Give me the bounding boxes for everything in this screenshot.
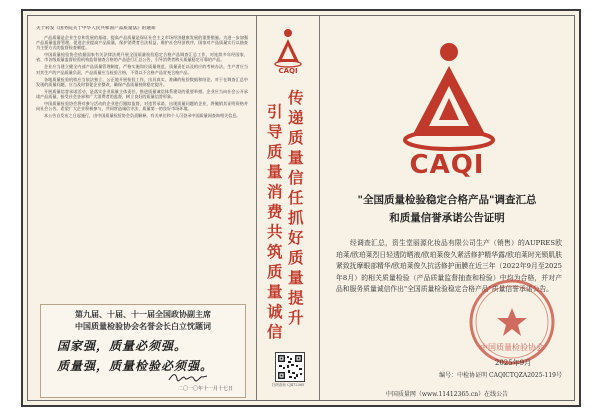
regulation-paragraph: 企业应当建立健全内部产品质量管理制度，严格实施岗位质量规范、质量责任以及相应的考核办法。生产者应当对其生产的产品质量负责，产品质量应当检验合格，不得以不合格产品冒充合格产品。 [36, 64, 248, 75]
slogan-column-right [288, 88, 304, 328]
regulation-text [36, 26, 248, 296]
center-spine [256, 16, 320, 400]
slogan-char: 消 [267, 182, 283, 201]
signature-icon [167, 371, 209, 383]
regulation-paragraph: 本公告自发布之日起施行，由中国质量检验协会负责解释，有关单位和个人可登录中国质量网查询相关信息。 [44, 113, 241, 119]
issue-date: 2025年9月 [494, 359, 532, 367]
spine-logo-text: CAQI [278, 67, 298, 74]
slogan-column-left [267, 102, 283, 342]
slogan-char: 质 [288, 248, 304, 267]
certificate-title: "全国质量检验稳定合格产品"调查汇总 [357, 194, 537, 206]
certificate-body: 经调查汇总，资生堂丽源化妆品有限公司生产（销售）的AUPRES欧珀莱/欧珀莱烈日轻透防晒液/欧珀莱俊久紧活修护精华露/欧珀莱时光锁肌肤紧致抚摩眼部精华/欧珀莱俊久抗活修护面膜在近三年（2022年9月至2025年8月）的相关质量检验（产品质量监督抽查和检验）中均为合格，并对产品和服务质量诚信作出"全国质量检验稳定合格产品"质量信誉承诺公告。 [336, 239, 562, 294]
certificate-subtitle: 和质量信誉承诺公告证明 [389, 212, 505, 224]
calligraphy-line-2: 质量强，质量检验必须强。 [57, 359, 214, 373]
qr-code-icon[interactable] [275, 352, 305, 382]
slogan-char: 共 [267, 222, 283, 241]
slogan-char: 量 [267, 162, 283, 181]
caqi-emblem-icon [402, 40, 496, 160]
regulation-paragraph: 产品质量是企业生存和发展的基础，提高产品质量是保证社会主义市场经济健康发展的重要措施。为进一步加强产品质量监督管理，促进企业提高产品质量，保护消费者合法权益，维护社会经济秩序，国家对产品质量实行以抽查为主要方式的监督检查制度。 [36, 35, 248, 51]
regulation-paragraph: 开展质量信誉承诺活动，是落实企业质量主体责任、推进质量诚信体系建设的重要举措。企业应当向社会公开承诺产品质量，接受社会各界和广大消费者的监督，树立良好的质量信誉形象。 [36, 88, 248, 99]
slogan-char: 量 [267, 282, 283, 301]
certificate-panel [318, 16, 576, 400]
calligraphy-line-1: 国家强，质量必须强。 [57, 339, 188, 353]
regulation-paragraph: 各地质量检验机构应当依法独立、公正地开展检验工作，出具真实、准确的检验数据和结论。对于在调查汇总中发现的质量问题，应当及时督促企业整改，确保产品质量持续稳定提升。 [36, 76, 248, 87]
inscription-author-title: 第九届、十届、十一届全国政协副主席 [75, 309, 211, 319]
slogan-char: 抓 [288, 208, 304, 227]
certificate-number: 编号：中检协证明 CAQICTQZA2025-119号 [439, 372, 562, 379]
slogan-char: 量 [288, 148, 304, 167]
slogan-char: 好 [288, 228, 304, 247]
slogan-char: 任 [288, 188, 304, 207]
inscription-author: 中国质量检验协会名誉会长白立忱题词 [75, 321, 211, 331]
slogan-char: 导 [267, 122, 283, 141]
slogan-char: 传 [288, 88, 304, 107]
slogan-char: 提 [288, 288, 304, 307]
slogan-char: 质 [267, 142, 283, 161]
slogan-char: 诚 [267, 302, 283, 321]
seal-text: 中国质量检验协会 [480, 343, 544, 352]
slogan-char: 量 [288, 268, 304, 287]
slogan-char: 升 [288, 308, 304, 327]
slogan-char: 质 [267, 262, 283, 281]
caqi-logo-icon [273, 28, 303, 74]
red-seal-icon [468, 278, 556, 366]
regulation-paragraph: 中国质量检验协会将对参与活动的企业进行跟踪监督，对违背承诺、出现质量问题的企业，将撤销其证明资格并向社会公告。希望广大企业积极参与，共同营造诚信守法、质量第一的良好市场环境。 [36, 101, 248, 112]
slogan-char: 递 [288, 108, 304, 127]
slogan-char: 信 [267, 322, 283, 341]
regulation-paragraph: 中国质量检验协会依据国家有关法律法规开展全国质量检验稳定合格产品调查汇总工作，对连续多年经国家、省、市各级质量监督检验机构监督抽查合格的产品进行汇总公告，引导消费者购买质量稳定可靠的产品。 [36, 52, 248, 63]
caqi-wordmark: CAQI [409, 150, 485, 180]
regulation-title: 关于转发《国务院关于中华人民共和国产品质量法》的通知 [36, 26, 156, 31]
left-panel [28, 16, 256, 400]
slogan-char: 费 [267, 202, 283, 221]
slogan-char: 信 [288, 168, 304, 187]
slogan-char: 筑 [267, 242, 283, 261]
slogan-char: 引 [267, 102, 283, 121]
inscription-date: 二〇一〇年十一月十七日 [177, 386, 233, 392]
slogan-char: 质 [288, 128, 304, 147]
qr-code-label: 扫码查询 CJ472365 [271, 383, 305, 387]
footer-note: 中国质量网（www.11412365.cn）在线公告 [385, 391, 509, 398]
inscription-box [40, 304, 246, 398]
